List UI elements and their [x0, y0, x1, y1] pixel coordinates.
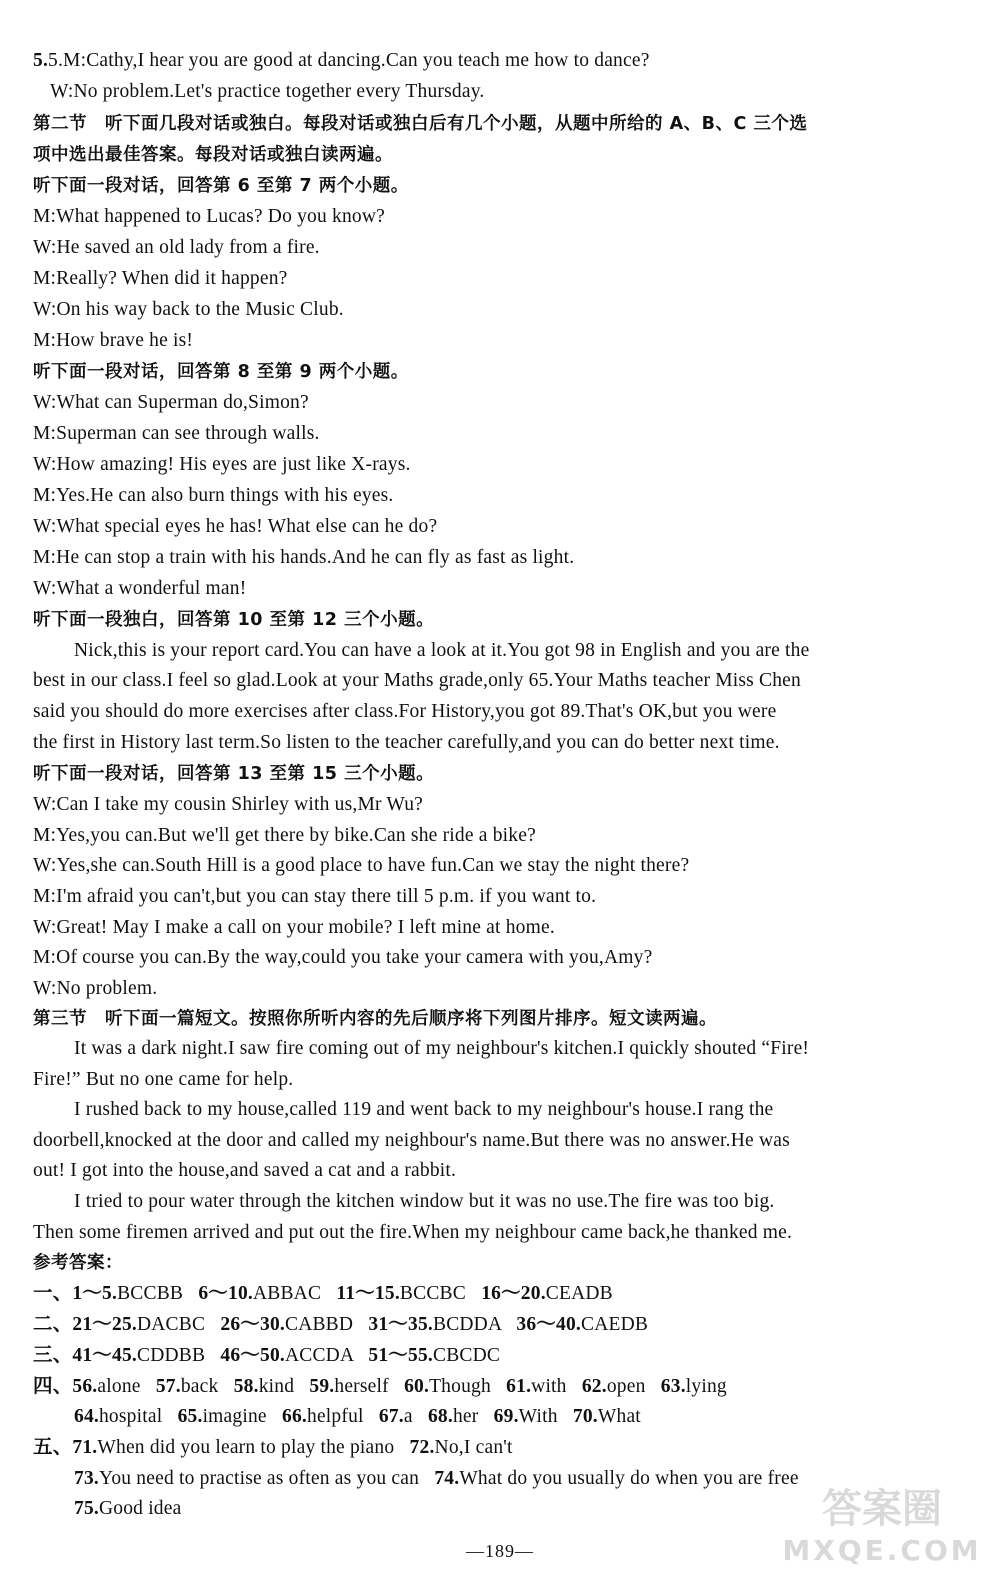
dialogue-line: M:Yes.He can also burn things with his eyes.	[33, 485, 394, 506]
answer-value: back	[180, 1376, 219, 1397]
watermark-top-text: 答案圈	[822, 1486, 942, 1532]
answer-number: 62.	[581, 1376, 607, 1397]
answer-number: 63.	[660, 1376, 686, 1397]
dialogue-line: W:How amazing! His eyes are just like X-rays.	[33, 454, 411, 475]
answer-number: 四、56.	[33, 1376, 98, 1397]
answer-line	[33, 1342, 500, 1370]
dialogue-line: W:On his way back to the Music Club.	[33, 299, 344, 320]
answer-number: 64.	[74, 1406, 99, 1427]
answer-value: alone	[97, 1376, 141, 1397]
answer-value: imagine	[202, 1406, 267, 1427]
answer-value: helpful	[307, 1406, 364, 1427]
paragraph-line: out! I got into the house,and saved a cat and a rabbit.	[33, 1160, 457, 1181]
answer-value: CDDBB	[136, 1345, 206, 1366]
answer-number: 65.	[177, 1406, 203, 1427]
answer-line	[74, 1465, 799, 1493]
dialogue-line: W:No problem.	[33, 978, 158, 999]
paragraph-line: I rushed back to my house,called 119 and went back to my neighbour's house.I rang the	[74, 1099, 774, 1120]
dialogue-line: W:Great! May I make a call on your mobile? I left mine at home.	[33, 917, 555, 938]
instruction-line: 听下面一段对话，回答第 6 至第 7 两个小题。	[33, 176, 409, 196]
paragraph-line: It was a dark night.I saw fire coming out of my neighbour's kitchen.I quickly shouted “Fire!	[74, 1038, 810, 1059]
answer-value: Though	[429, 1376, 491, 1397]
answer-number: 57.	[155, 1376, 181, 1397]
answer-value: kind	[258, 1376, 295, 1397]
paragraph-line: said you should do more exercises after class.For History,you got 89.That's OK,but you were	[33, 701, 777, 722]
answer-value: BCCBB	[117, 1283, 184, 1304]
answer-value: CEADB	[545, 1283, 613, 1304]
watermark-logo	[782, 1477, 982, 1567]
answer-value: When did you learn to play the piano	[97, 1437, 395, 1458]
answer-value: CABBD	[284, 1314, 354, 1335]
answer-number: 60.	[404, 1376, 430, 1397]
answer-number: 74.	[434, 1468, 460, 1489]
answer-line	[74, 1495, 181, 1523]
dialogue-line: W:What can Superman do,Simon?	[33, 392, 309, 413]
dialogue-line: M:How brave he is!	[33, 330, 194, 351]
paragraph-line: Fire!” But no one came for help.	[33, 1069, 294, 1090]
dialogue-line: M:I'm afraid you can't,but you can stay there till 5 p.m. if you want to.	[33, 886, 597, 907]
instruction-line: 听下面一段对话，回答第 13 至第 15 三个小题。	[33, 764, 435, 784]
answer-number: 11～15.	[336, 1283, 400, 1304]
dialogue-line: M:Of course you can.By the way,could you take your camera with you,Amy?	[33, 947, 653, 968]
answer-value: her	[452, 1406, 479, 1427]
answer-number: 三、41～45.	[33, 1345, 137, 1366]
answer-value: open	[606, 1376, 646, 1397]
answer-line	[33, 1434, 513, 1462]
answer-number: 73.	[74, 1468, 99, 1489]
answer-line	[33, 1280, 613, 1308]
paragraph-line: the first in History last term.So listen to the teacher carefully,and you can do better next time.	[33, 732, 780, 753]
answer-number: 二、21～25.	[33, 1314, 137, 1335]
paragraph-line: I tried to pour water through the kitchen window but it was no use.The fire was too big.	[74, 1191, 775, 1212]
answer-value: What	[597, 1406, 641, 1427]
answer-number: 46～50.	[220, 1345, 285, 1366]
answer-number: 一、1～5.	[33, 1283, 118, 1304]
dialogue-line: W:What a wonderful man!	[33, 578, 247, 599]
dialogue-line: W:Yes,she can.South Hill is a good place to have fun.Can we stay the night there?	[33, 855, 690, 876]
paragraph-line: Then some firemen arrived and put out the fire.When my neighbour came back,he thanked me.	[33, 1222, 793, 1243]
answer-number: 36～40.	[516, 1314, 581, 1335]
answer-line	[74, 1403, 641, 1431]
answer-number: 75.	[74, 1498, 99, 1519]
dialogue-line: M:He can stop a train with his hands.And he can fly as fast as light.	[33, 547, 575, 568]
answer-line	[33, 1373, 727, 1401]
answer-value: with	[531, 1376, 567, 1397]
dialogue-line: M:Superman can see through walls.	[33, 423, 320, 444]
answer-number: 66.	[282, 1406, 307, 1427]
dialogue-line: W:No problem.Let's practice together every Thursday.	[50, 81, 485, 102]
answer-value: ACCDA	[284, 1345, 354, 1366]
answer-number: 69.	[493, 1406, 519, 1427]
answer-number: 51～55.	[368, 1345, 433, 1366]
answer-number: 五、71.	[33, 1437, 98, 1458]
section-heading: 项中选出最佳答案。每段对话或独白读两遍。	[33, 145, 393, 165]
dialogue-line: W:Can I take my cousin Shirley with us,Mr Wu?	[33, 794, 424, 815]
dialogue-line: W:He saved an old lady from a fire.	[33, 237, 320, 258]
answer-value: No,I can't	[434, 1437, 513, 1458]
answer-number: 61.	[506, 1376, 532, 1397]
dialogue-line: 5.5.M:Cathy,I hear you are good at dancing.Can you teach me how to dance?	[33, 50, 650, 71]
paragraph-line: Nick,this is your report card.You can have a look at it.You got 98 in English and you are the	[74, 640, 810, 661]
answer-value: DACBC	[136, 1314, 206, 1335]
answer-value: BCDDA	[432, 1314, 502, 1335]
answer-value: What do you usually do when you are free	[459, 1468, 799, 1489]
dialogue-line: M:Yes,you can.But we'll get there by bike.Can she ride a bike?	[33, 825, 536, 846]
answer-value: Good idea	[98, 1498, 182, 1519]
answer-number: 26～30.	[220, 1314, 285, 1335]
answer-line	[33, 1311, 648, 1339]
answer-value: BCCBC	[399, 1283, 466, 1304]
answer-value: You need to practise as often as you can	[98, 1468, 420, 1489]
watermark-bottom-text: MXQE.COM	[782, 1534, 982, 1567]
answer-number: 31～35.	[368, 1314, 433, 1335]
page-number: —189—	[466, 1541, 534, 1561]
answer-value: ABBAC	[252, 1283, 322, 1304]
answer-value: CBCDC	[432, 1345, 501, 1366]
section-heading: 第二节 听下面几段对话或独白。每段对话或独白后有几个小题，从题中所给的 A、B、C 三个选	[33, 114, 808, 134]
answer-number: 59.	[309, 1376, 335, 1397]
answer-value: CAEDB	[580, 1314, 649, 1335]
answer-value: With	[518, 1406, 558, 1427]
answer-value: lying	[685, 1376, 727, 1397]
answer-number: 68.	[427, 1406, 453, 1427]
answer-number: 72.	[409, 1437, 435, 1458]
paragraph-line: doorbell,knocked at the door and called my neighbour's name.But there was no answer.He was	[33, 1130, 790, 1151]
instruction-line: 听下面一段独白，回答第 10 至第 12 三个小题。	[33, 610, 435, 630]
section-heading: 第三节 听下面一篇短文。按照你所听内容的先后顺序将下列图片排序。短文读两遍。	[33, 1009, 717, 1029]
dialogue-line: M:What happened to Lucas? Do you know?	[33, 206, 386, 227]
answer-number: 6～10.	[198, 1283, 253, 1304]
answer-value: hospital	[98, 1406, 163, 1427]
paragraph-line: best in our class.I feel so glad.Look at your Maths grade,only 65.Your Maths teacher Miss Chen	[33, 670, 801, 691]
answer-number: 16～20.	[481, 1283, 546, 1304]
answer-number: 58.	[233, 1376, 259, 1397]
answer-number: 67.	[378, 1406, 404, 1427]
dialogue-line: M:Really? When did it happen?	[33, 268, 288, 289]
answer-number: 70.	[572, 1406, 598, 1427]
answers-heading: 参考答案：	[33, 1253, 123, 1273]
answer-value: herself	[334, 1376, 389, 1397]
dialogue-line: W:What special eyes he has! What else can he do?	[33, 516, 438, 537]
instruction-line: 听下面一段对话，回答第 8 至第 9 两个小题。	[33, 362, 409, 382]
answer-value: a	[403, 1406, 413, 1427]
